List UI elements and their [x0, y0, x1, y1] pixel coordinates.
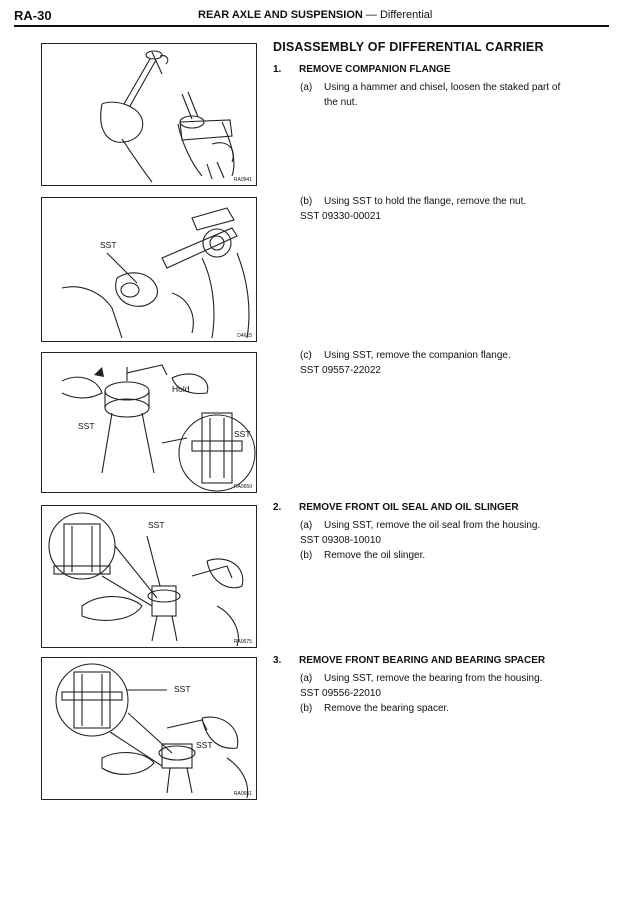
header-rule — [14, 25, 609, 27]
figure-front-bearing — [41, 657, 257, 800]
figure-label-sst: SST — [196, 740, 213, 750]
instruction-text: Using SST, remove the bearing from the housing. — [324, 673, 543, 684]
sub-label: (b) — [300, 550, 313, 561]
step-3-text — [300, 671, 600, 716]
sub-label: (b) — [300, 196, 313, 207]
step-title: REMOVE FRONT OIL SEAL AND OIL SLINGER — [299, 502, 519, 513]
step-number: 1. — [273, 64, 282, 75]
figure-oil-seal — [41, 505, 257, 648]
figure-label-sst: SST — [148, 520, 165, 530]
figure-hold-flange — [41, 197, 257, 342]
step-number: 3. — [273, 655, 282, 666]
figure-label-sst: SST — [234, 429, 251, 439]
step-number: 2. — [273, 502, 282, 513]
figure-hold-flange-drawing — [42, 198, 256, 341]
sst-number: SST 09556-22010 — [300, 688, 381, 699]
figure-remove-flange-drawing — [42, 353, 256, 492]
figure-remove-flange — [41, 352, 257, 493]
sub-label: (a) — [300, 82, 313, 93]
figure-label-sst: SST — [100, 240, 117, 250]
figure-code: RA0941 — [233, 177, 252, 183]
instruction-text: the nut. — [324, 97, 358, 108]
step-title: REMOVE COMPANION FLANGE — [299, 64, 451, 75]
section-title: REAR AXLE AND SUSPENSION — [198, 9, 363, 21]
figure-front-bearing-drawing — [42, 658, 256, 799]
figure-code: RA0075 — [233, 639, 252, 645]
figure-code: D4615 — [237, 333, 252, 339]
figure-label-hold: Hold — [172, 384, 190, 394]
page-header-title: REAR AXLE AND SUSPENSION — Differential — [198, 9, 433, 21]
step-1b-text — [300, 194, 600, 224]
page-code: RA-30 — [14, 8, 52, 23]
step-1c-text — [300, 348, 600, 378]
step-title: REMOVE FRONT BEARING AND BEARING SPACER — [299, 655, 546, 666]
sst-number: SST 09557-22022 — [300, 365, 381, 376]
step-2-text — [300, 518, 600, 563]
sst-number: SST 09308-10010 — [300, 535, 381, 546]
instruction-text: Using SST to hold the flange, remove the nut. — [324, 196, 527, 207]
instruction-text: Using a hammer and chisel, loosen the staked part of — [324, 82, 561, 93]
step-1-title — [273, 64, 450, 75]
instruction-text: Remove the bearing spacer. — [324, 703, 450, 714]
figure-code: RA0650 — [233, 484, 252, 490]
figure-hammer-chisel-drawing — [42, 44, 256, 185]
figure-label-sst: SST — [174, 684, 191, 694]
figure-code: RA0651 — [233, 791, 252, 797]
section-subtitle: Differential — [379, 9, 433, 21]
step-2-title — [273, 502, 519, 513]
sub-label: (a) — [300, 520, 313, 531]
figure-hammer-chisel — [41, 43, 257, 186]
step-1a-text — [300, 80, 600, 110]
instruction-text: Using SST, remove the companion flange. — [324, 350, 511, 361]
sub-label: (c) — [300, 350, 312, 361]
sub-label: (b) — [300, 703, 313, 714]
instruction-text: Remove the oil slinger. — [324, 550, 426, 561]
sub-label: (a) — [300, 673, 313, 684]
section-heading: DISASSEMBLY OF DIFFERENTIAL CARRIER — [273, 40, 544, 54]
sst-number: SST 09330-00021 — [300, 211, 381, 222]
figure-label-sst: SST — [78, 421, 95, 431]
step-3-title — [273, 655, 545, 666]
instruction-text: Using SST, remove the oil seal from the housing. — [324, 520, 541, 531]
